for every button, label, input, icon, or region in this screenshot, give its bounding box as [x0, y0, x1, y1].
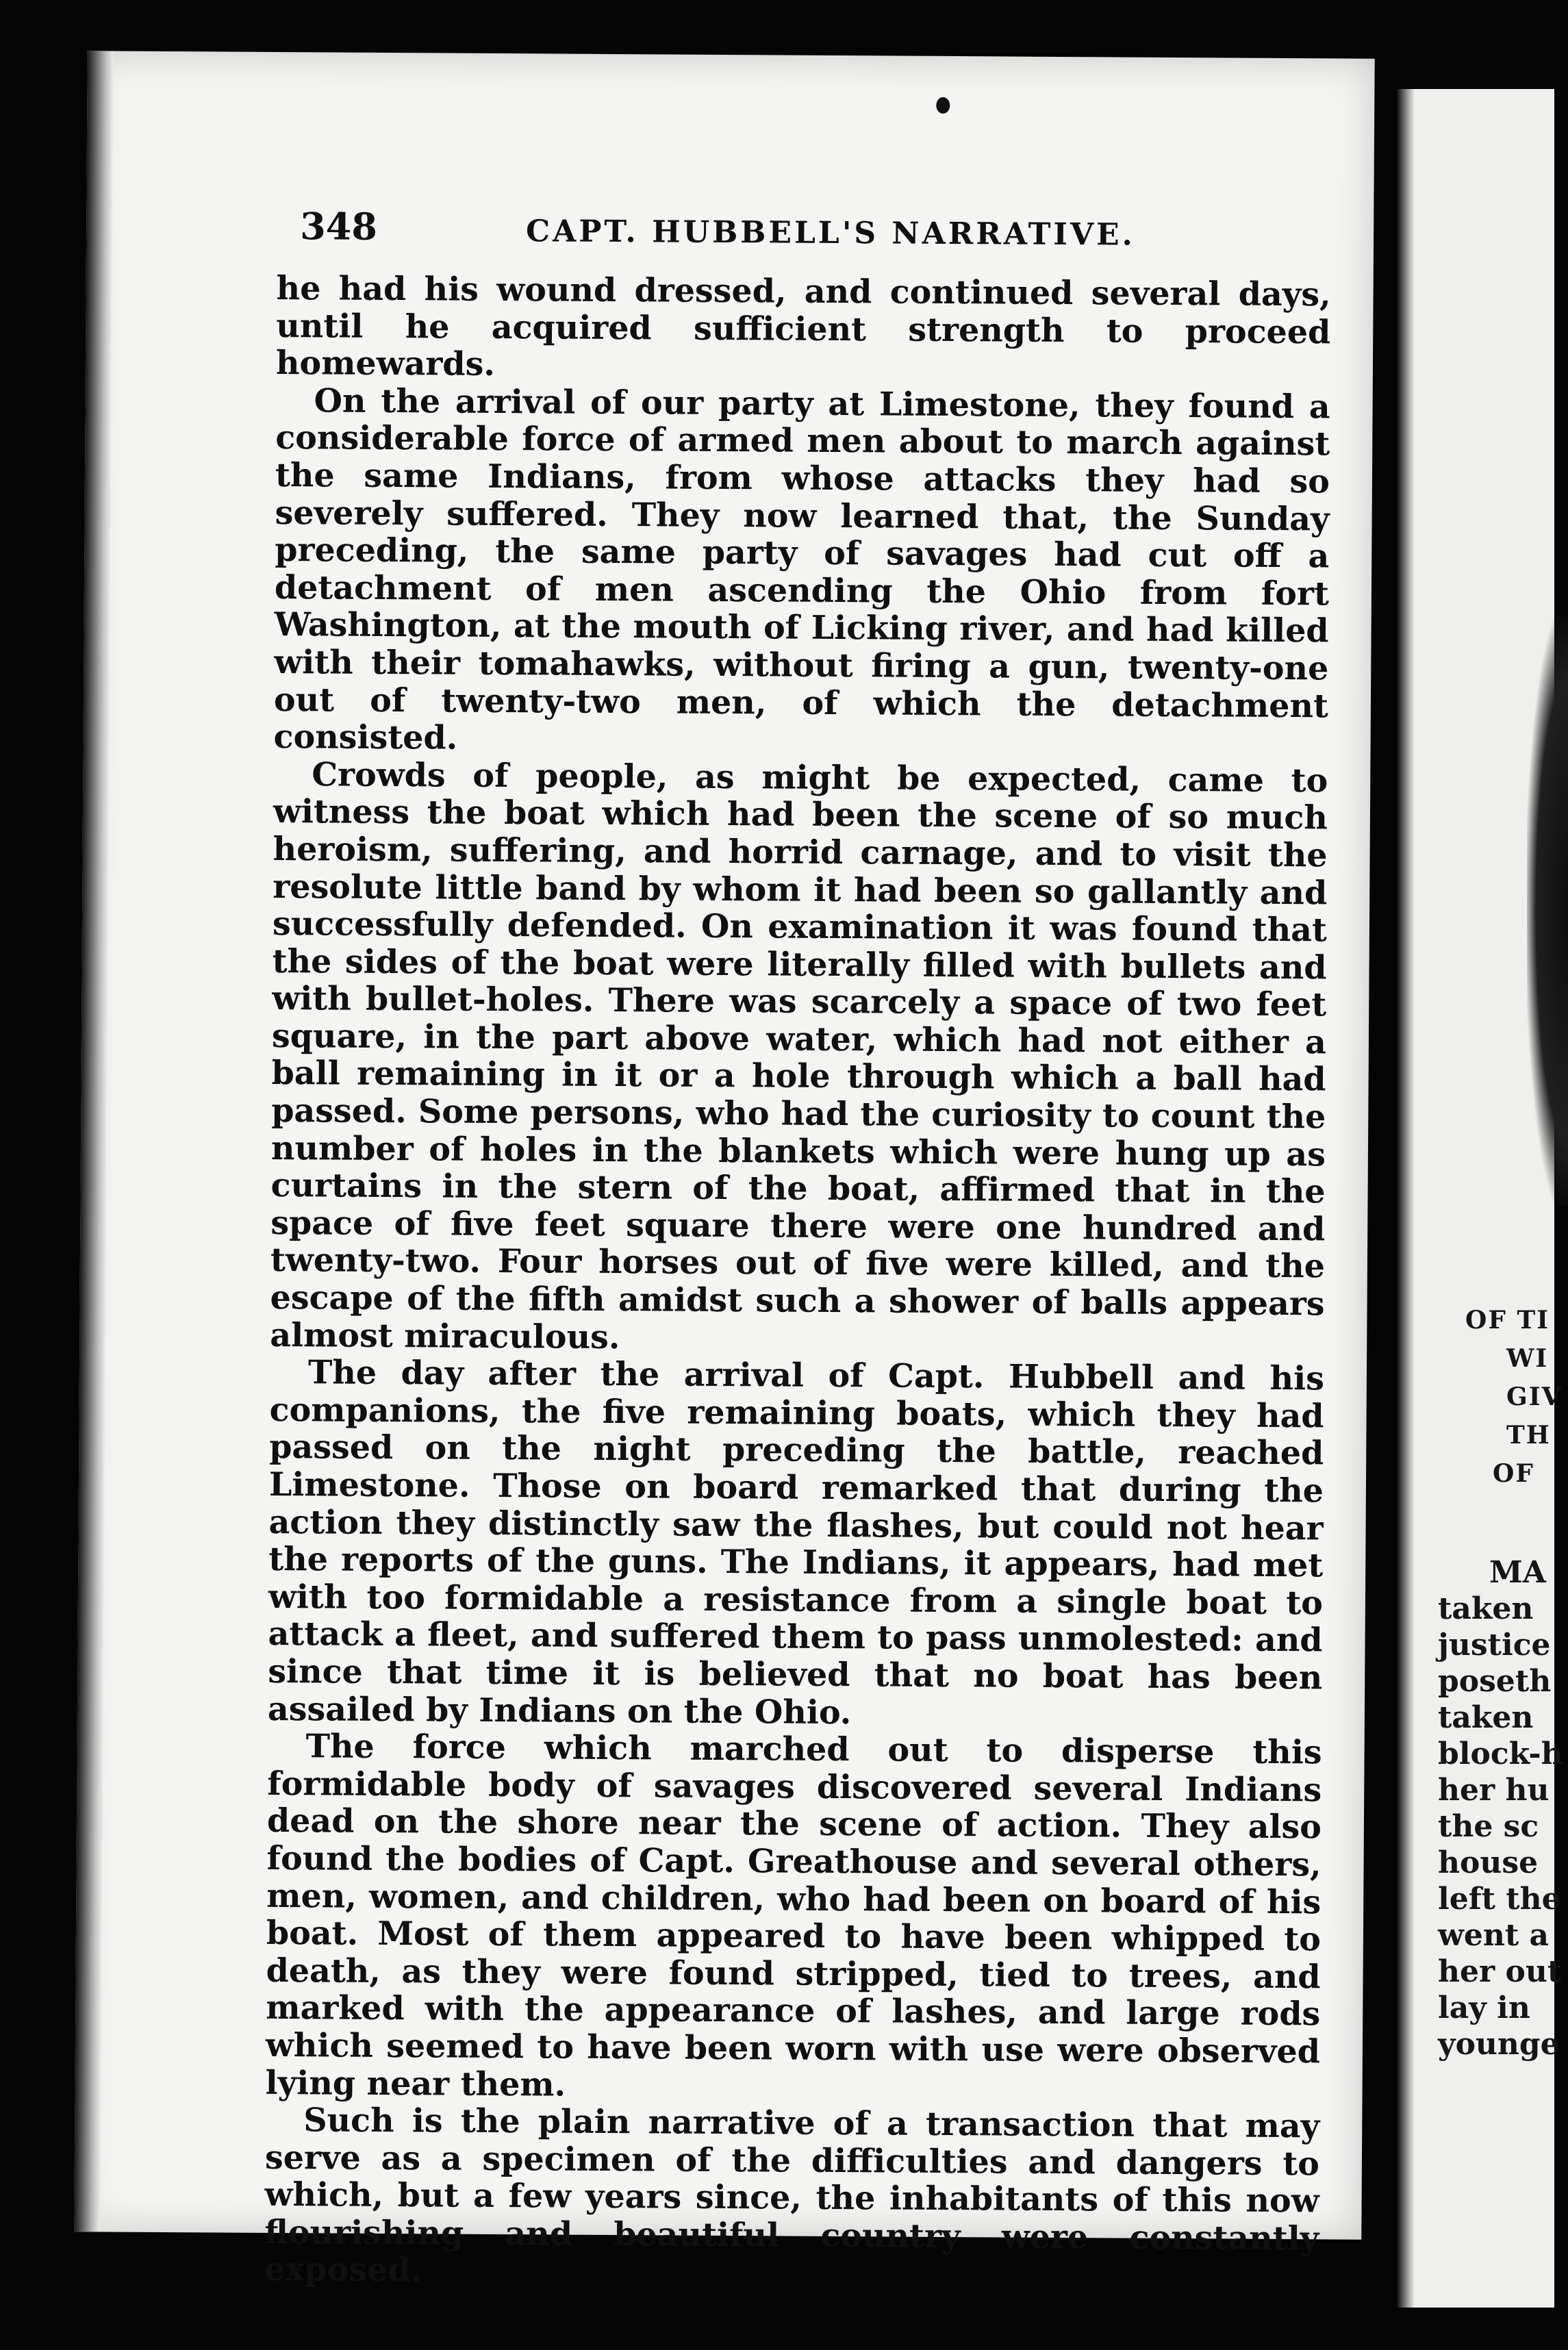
facing-text-line: justice	[1438, 1628, 1551, 1663]
running-title: CAPT. HUBBELL'S NARRATIVE.	[525, 214, 1136, 253]
paragraph-5: The force which marched out to disperse this formidable body of savages discovered several Indians dead on the shore near the scene of action. They also found the bodies of Capt. Greathouse and several others, men, women, and children, who had been on board of his boat. Most of them appeared to have been whipped to death, as they were found stripped, tied to trees, and marked with the appearance of lashes, and large rods which seemed to have been worn with use were observed lying near them.	[265, 1727, 1322, 2104]
facing-text-line: left the	[1438, 1882, 1561, 1917]
facing-text-line: her hu	[1438, 1773, 1550, 1808]
facing-title-line: OF	[1493, 1459, 1534, 1488]
facing-text-line: taken	[1438, 1700, 1534, 1735]
facing-title-line: TH	[1506, 1421, 1551, 1450]
facing-text-line: poseth	[1438, 1664, 1552, 1699]
facing-text-line: MA	[1489, 1555, 1546, 1590]
narrative-text	[264, 270, 1331, 2295]
paragraph-4: The day after the arrival of Capt. Hubbell and his companions, the five remaining boats, which they had passed on the night preceding the battle, reached Limestone. Those on board remarked that during the action they distinctly saw the flashes, but could not hear the reports of the guns. The Indians, it appears, had met with too formidable a resistance from a single boat to attack a fleet, and suffered them to pass unmolested: and since that time it is believed that no boat has been assailed by Indians on the Ohio.	[267, 1353, 1325, 1732]
facing-text-line: the sc	[1438, 1809, 1539, 1844]
facing-text-line: block-h	[1438, 1736, 1563, 1771]
facing-text-line: went a	[1438, 1918, 1550, 1953]
facing-title-line: OF TI	[1465, 1306, 1550, 1335]
paragraph-6: Such is the plain narrative of a transaction that may serve as a specimen of the difficulties and dangers to which, but a few years since, the inhabitants of this now flourishing and beautiful country were constantly exposed.	[264, 2101, 1320, 2290]
paragraph-3: Crowds of people, as might be expected, came to witness the boat which had been the scene of so much heroism, suffering, and horrid carnage, and to visit the resolute little band by whom it had been so gallantly and successfully defended. On examination it was found that the sides of the boat were literally filled with bullets and with bullet-holes. There was scarcely a space of two feet square, in the part above water, which had not either a ball remaining in it or a hole through which a ball had passed. Some persons, who had the curiosity to count the number of holes in the blankets which were hung up as curtains in the stern of the boat, affirmed that in the space of five feet square there were one hundred and twenty-two. Four horses out of five were killed, and the escape of the fifth amidst such a shower of balls appears almost miraculous.	[270, 755, 1328, 1356]
facing-text-line: taken	[1438, 1591, 1534, 1626]
ink-blot	[936, 97, 950, 114]
page-gutter-shadow	[74, 51, 113, 2232]
facing-page-text	[1438, 1554, 1568, 2062]
facing-page-title	[1465, 1301, 1561, 1493]
paragraph-2: On the arrival of our party at Limestone, they found a considerable force of armed men about to march against the same Indians, from whose attacks they had so severely suffered. They now learned that, the Sunday preceding, the same party of savages had cut off a detachment of men ascending the Ohio from fort Washington, at the mouth of Licking river, and had killed with their tomahawks, without firing a gun, twenty-one out of twenty-two men, of which the detachment consisted.	[273, 381, 1330, 757]
facing-page	[1397, 89, 1563, 2308]
engraving-fragment	[1527, 616, 1568, 1205]
page-number: 348	[299, 204, 378, 249]
paragraph-1: he had his wound dressed, and continued several days, until he acquired sufficient strength to proceed homewards.	[275, 268, 1331, 384]
page-header	[300, 204, 1300, 272]
facing-title-line: WI	[1506, 1344, 1549, 1373]
facing-text-line: lay in	[1438, 1991, 1530, 2025]
facing-text-line: younge	[1438, 2027, 1560, 2062]
facing-text-line: house	[1438, 1845, 1539, 1880]
book-page-348	[74, 51, 1374, 2290]
facing-text-line: her out	[1438, 1954, 1562, 1989]
facing-page-gutter	[1397, 89, 1415, 2308]
facing-title-line: GIV	[1506, 1382, 1563, 1411]
